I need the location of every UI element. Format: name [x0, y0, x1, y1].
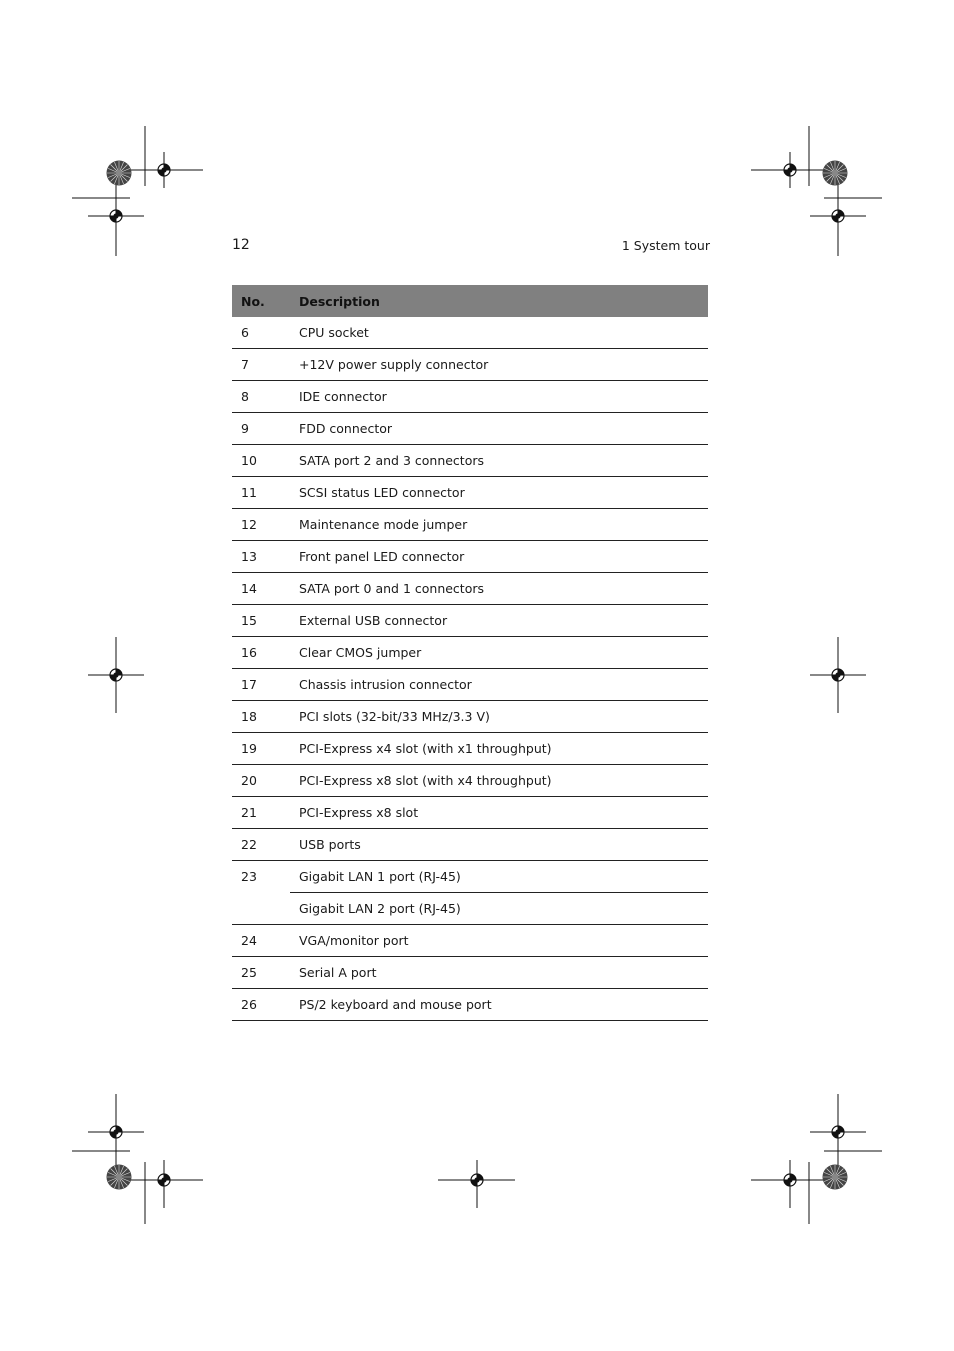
item-description: IDE connector [290, 381, 708, 413]
table-row [232, 989, 708, 1021]
page-number: 12 [232, 237, 250, 253]
table-row [232, 957, 708, 989]
item-number: 10 [232, 445, 290, 477]
item-description: Gigabit LAN 2 port (RJ-45) [290, 893, 708, 925]
table-row [232, 637, 708, 669]
item-number: 23 [241, 869, 257, 885]
table-row [232, 925, 708, 957]
column-header-no: No. [232, 285, 290, 317]
table-row [232, 797, 708, 829]
item-number: 13 [232, 541, 290, 573]
table-row [232, 317, 708, 349]
table-row [232, 765, 708, 797]
table-row [232, 509, 708, 541]
item-description: PCI-Express x8 slot [290, 797, 708, 829]
item-description: Chassis intrusion connector [290, 669, 708, 701]
item-number: 19 [232, 733, 290, 765]
item-description: PCI slots (32-bit/33 MHz/3.3 V) [290, 701, 708, 733]
item-number: 16 [232, 637, 290, 669]
item-number: 9 [232, 413, 290, 445]
item-number: 26 [232, 989, 290, 1021]
item-number: 24 [232, 925, 290, 957]
item-number: 17 [232, 669, 290, 701]
item-number: 12 [232, 509, 290, 541]
item-description: External USB connector [290, 605, 708, 637]
item-number: 15 [232, 605, 290, 637]
item-number: 20 [232, 765, 290, 797]
item-number: 25 [232, 957, 290, 989]
item-number: 22 [232, 829, 290, 861]
table-row [232, 381, 708, 413]
table-row [232, 701, 708, 733]
item-number: 11 [232, 477, 290, 509]
table-row [232, 349, 708, 381]
item-description: Serial A port [290, 957, 708, 989]
table-row [232, 893, 708, 925]
item-number [232, 893, 290, 925]
item-description: Clear CMOS jumper [290, 637, 708, 669]
item-number: 14 [232, 573, 290, 605]
item-description: PS/2 keyboard and mouse port [290, 989, 708, 1021]
connector-table [232, 285, 708, 1021]
item-number: 18 [232, 701, 290, 733]
table-body [232, 317, 708, 1021]
item-description: PCI-Express x8 slot (with x4 throughput) [290, 765, 708, 797]
table-row [232, 541, 708, 573]
table-row [232, 605, 708, 637]
table-row [232, 477, 708, 509]
item-description: USB ports [290, 829, 708, 861]
table-row [232, 861, 708, 893]
chapter-header: 1 System tour [621, 238, 710, 253]
column-header-description: Description [290, 285, 708, 317]
item-description: Gigabit LAN 1 port (RJ-45) [290, 861, 708, 893]
item-description: SCSI status LED connector [290, 477, 708, 509]
table-row [232, 445, 708, 477]
table-row [232, 829, 708, 861]
item-description: Maintenance mode jumper [290, 509, 708, 541]
item-description: CPU socket [290, 317, 708, 349]
item-number: 6 [232, 317, 290, 349]
table-row [232, 669, 708, 701]
table-row [232, 733, 708, 765]
item-description: SATA port 0 and 1 connectors [290, 573, 708, 605]
item-number: 7 [232, 349, 290, 381]
item-description: PCI-Express x4 slot (with x1 throughput) [290, 733, 708, 765]
item-description: +12V power supply connector [290, 349, 708, 381]
table-header-row [232, 285, 708, 317]
item-description: FDD connector [290, 413, 708, 445]
item-description: SATA port 2 and 3 connectors [290, 445, 708, 477]
item-number: 21 [232, 797, 290, 829]
item-description: Front panel LED connector [290, 541, 708, 573]
item-number: 8 [232, 381, 290, 413]
table-row [232, 573, 708, 605]
table-row [232, 413, 708, 445]
item-description: VGA/monitor port [290, 925, 708, 957]
